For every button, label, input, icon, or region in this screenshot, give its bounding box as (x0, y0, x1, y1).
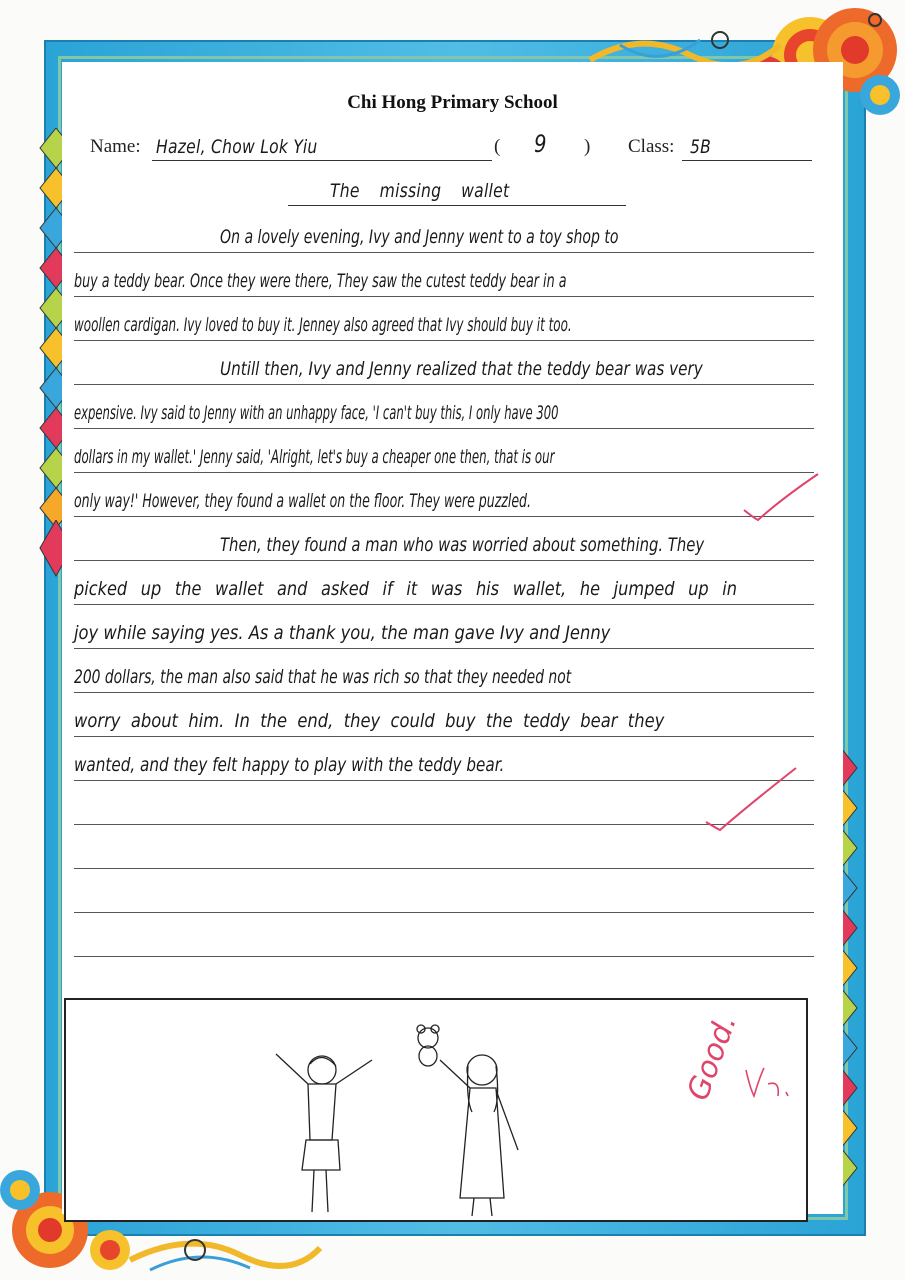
name-underline (152, 160, 492, 161)
ruled-line (74, 340, 814, 341)
ruled-line (74, 692, 814, 693)
essay-title: The missing wallet (330, 180, 510, 202)
title-underline (288, 205, 626, 206)
class-value: 5B (690, 136, 712, 158)
ruled-line (74, 516, 814, 517)
ruled-line (74, 648, 814, 649)
ruled-line (74, 956, 814, 957)
ruled-line (74, 472, 814, 473)
teacher-initials-signature (740, 1062, 800, 1106)
essay-line: expensive. Ivy said to Jenny with an unhappy face, 'I can't buy this, I only have 300 (74, 402, 559, 424)
class-label: Class: (628, 136, 675, 157)
number-open: ( (494, 136, 501, 157)
essay-line: picked up the wallet and asked if it was his wallet, he jumped up in (74, 578, 738, 600)
name-value: Hazel, Chow Lok Yiu (156, 136, 318, 158)
essay-line: worry about him. In the end, they could buy the teddy bear they (74, 710, 665, 732)
number-close: ) (584, 136, 591, 157)
essay-line: On a lovely evening, Ivy and Jenny went to a toy shop to (220, 226, 619, 248)
ruled-line (74, 252, 814, 253)
ruled-line (74, 428, 814, 429)
essay-line: dollars in my wallet.' Jenny said, 'Alright, let's buy a cheaper one then, that is our (74, 446, 555, 468)
number-value: 9 (534, 130, 547, 158)
ruled-line (74, 296, 814, 297)
tick-mark-icon (740, 470, 820, 526)
name-label: Name: (90, 136, 141, 157)
essay-line: wanted, and they felt happy to play with the teddy bear. (74, 754, 505, 776)
essay-line: joy while saying yes. As a thank you, the man gave Ivy and Jenny (74, 622, 611, 644)
essay-line: buy a teddy bear. Once they were there, They saw the cutest teddy bear in a (74, 270, 567, 292)
school-title: Chi Hong Primary School (347, 92, 558, 113)
ruled-line (74, 912, 814, 913)
ruled-line (74, 560, 814, 561)
class-underline (682, 160, 812, 161)
ruled-line (74, 604, 814, 605)
ruled-line (74, 736, 814, 737)
tick-mark-icon (700, 764, 800, 834)
ruled-line (74, 868, 814, 869)
essay-line: Then, they found a man who was worried about something. They (220, 534, 705, 556)
essay-line: 200 dollars, the man also said that he was rich so that they needed not (74, 666, 572, 688)
stick-figure-drawing (260, 1020, 540, 1220)
ruled-line (74, 384, 814, 385)
essay-line: woollen cardigan. Ivy loved to buy it. Jenney also agreed that Ivy should buy it too. (74, 314, 572, 336)
essay-line: Untill then, Ivy and Jenny realized that the teddy bear was very (220, 358, 703, 380)
essay-line: only way!' However, they found a wallet on the floor. They were puzzled. (74, 490, 532, 512)
teacher-comment: Good. (680, 1009, 744, 1106)
